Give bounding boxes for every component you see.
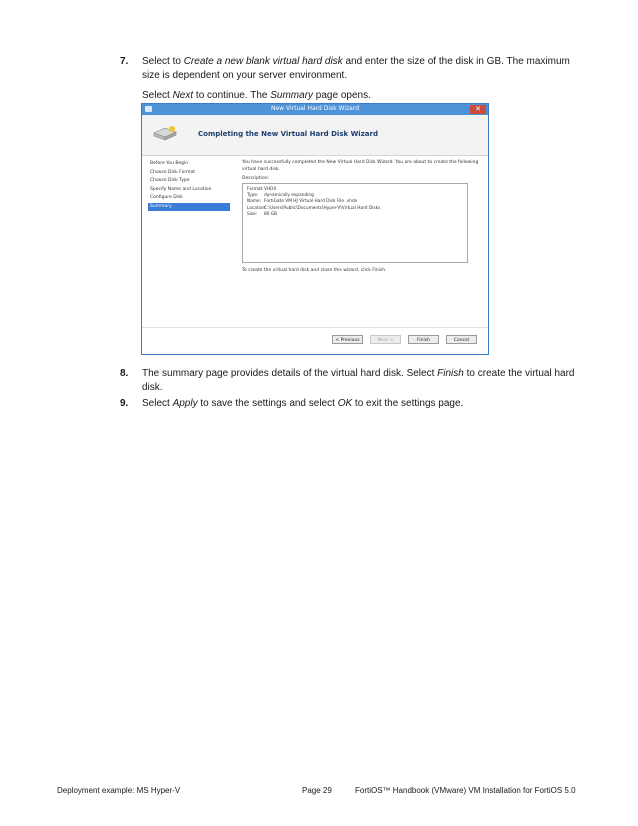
detail-row: Type: dynamically expanding: [247, 193, 314, 199]
wizard-intro: You have successfully completed the New Virtual Hard Disk Wizard. You are about to create the following virtual hard disk.: [242, 160, 479, 172]
wizard-heading: Completing the New Virtual Hard Disk Wizard: [198, 130, 378, 138]
previous-button[interactable]: < Previous: [332, 335, 363, 344]
detail-row: Size: 80 GB: [247, 211, 278, 217]
step-8: [120, 367, 590, 395]
wizard-screenshot: [141, 103, 489, 355]
nav-item-choose-disk-type[interactable]: Choose Disk Type: [150, 178, 190, 183]
step-number: 7.: [120, 56, 129, 67]
description-box[interactable]: [242, 183, 468, 263]
detail-row: Name: FortiGate VM HJ Virtual Hard Disk File .vhdx: [247, 199, 358, 205]
wizard-header: [142, 115, 488, 156]
nav-item-specify-name-location[interactable]: Specify Name and Location: [150, 186, 212, 192]
footer-title: FortiOS™ Handbook (VMware) VM Installation for FortiOS 5.0: [355, 786, 576, 795]
step-7-instruction: Select to Create a new blank virtual hard disk and enter the size of the disk in GB. The maximum size is dependent on your server environment.: [142, 56, 570, 81]
wizard-titlebar: [142, 104, 488, 115]
nav-item-before-you-begin[interactable]: Before You Begin: [150, 161, 189, 166]
detail-row: Location:C:\Users\Public\Documents\Hyper-V\Virtual Hard Disks: [247, 205, 381, 211]
step-9: [120, 397, 590, 411]
step-9-text: Select Apply to save the settings and select OK to exit the settings page.: [142, 398, 464, 409]
step-number: 9.: [120, 398, 129, 409]
description-label: Description:: [242, 176, 270, 181]
close-icon[interactable]: ✕: [470, 105, 486, 114]
footer-section: Deployment example: MS Hyper-V: [57, 786, 181, 795]
nav-item-configure-disk[interactable]: Configure Disk: [150, 195, 183, 200]
wizard-nav: [148, 160, 230, 211]
nav-item-summary[interactable]: Summary: [148, 203, 230, 212]
cancel-button[interactable]: Cancel: [446, 335, 477, 344]
step-7-continue: Select Next to continue. The Summary page opens.: [142, 90, 371, 101]
wizard-title: New Virtual Hard Disk Wizard: [270, 105, 360, 112]
hard-disk-icon: [152, 125, 178, 141]
detail-row: Format:VHDX: [247, 187, 277, 192]
nav-item-choose-disk-format[interactable]: Choose Disk Format: [150, 169, 195, 175]
wizard-footer: [142, 327, 488, 354]
page-number: Page 29: [302, 786, 332, 795]
step-7: [120, 55, 590, 103]
finish-button[interactable]: Finish: [408, 335, 439, 344]
step-8-text: The summary page provides details of the virtual hard disk. Select Finish to create the virtual hard disk.: [142, 368, 575, 393]
step-number: 8.: [120, 368, 129, 379]
next-button[interactable]: Next >: [370, 335, 401, 344]
finish-note: To create the virtual hard disk and close this wizard, click Finish.: [242, 268, 387, 273]
wizard-main: [242, 160, 482, 273]
